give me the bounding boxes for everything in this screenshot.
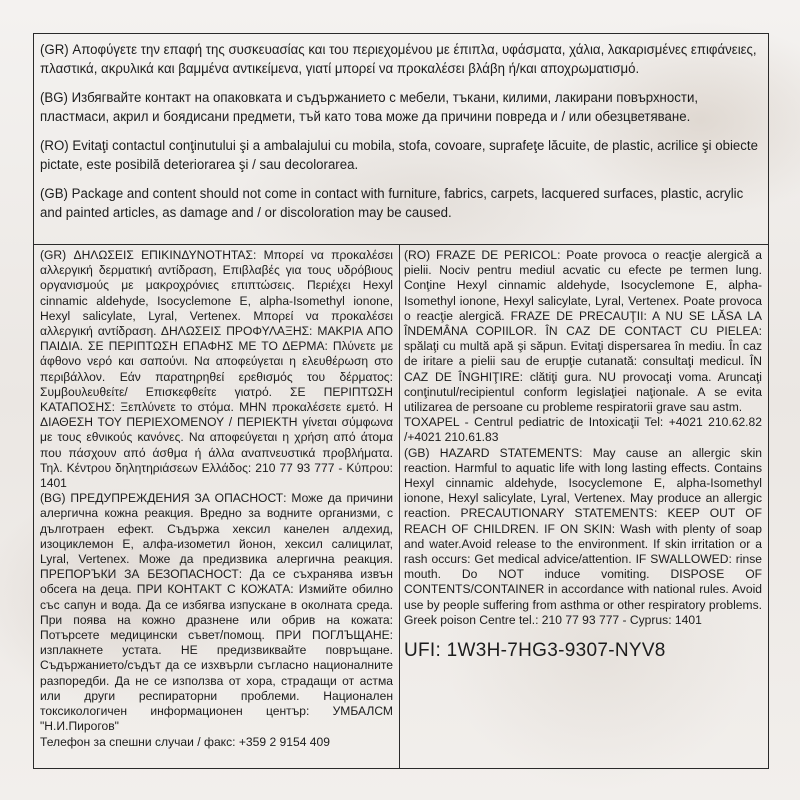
warning-gr: (GR) Αποφύγετε την επαφή της συσκευασίας και του περιεχομένου με έπιπλα, υφάσματα, χάλια, λακαρισμένες επιφάνειες, πλαστικά, ακρυλικά και βαμμένα αντικείμενα, γιατί μπορεί να προκαλέσει βλάβη ή/και αποχρωματισμό.	[40, 41, 757, 76]
damage-warnings-section	[34, 34, 768, 245]
hazard-column-right	[400, 245, 768, 768]
ufi-code: UFI: 1W3H-7HG3-9307-NYV8	[404, 640, 666, 662]
hazard-bg-phone: Телефон за спешни случаи / факс: +359 2 9154 409	[40, 734, 330, 749]
hazard-bg: (BG) ПРЕДУПРЕЖДЕНИЯ ЗА ОПАСНОСТ: Може да причини алергична кожна реакция. Вредно за водните организми, с дълготраен ефект. Съдържа хексил канелен алдехид, изоциклемон Е, алфа-изометил йонон, хексил салицилат, Lyral, Vertenex. Може да предизвика алергична реакция. ПРЕПОРЪКИ ЗА БЕЗОПАСНОСТ: Да се съхранява извън обсега на деца. ПРИ КОНТАКТ С КОЖАТА: Измийте обилно със сапун и вода. Да се избягва изпускане в околната среда. При поява на кожно дразнене или обрив на кожата: Потърсете медицински съвет/помощ. ПРИ ПОГЛЪЩАНЕ: изплакнете устата. НЕ предизвиквайте повръщане. Съдържанието/съдът да се изхвърли съгласно националните разпоредби. Да не се използва от хора, страдащи от астма или други респираторни проблеми. Национален токсикологичен информационен център: УМБАЛСМ "Н.И.Пирогов"	[40, 491, 393, 734]
hazard-gr: (GR) ΔΗΛΩΣΕΙΣ ΕΠΙΚΙΝΔΥΝΟΤΗΤΑΣ: Μπορεί να προκαλέσει αλλεργική δερματική αντίδραση, Επιβλαβές για τους υδρόβιους οργανισμούς με μακροχρόνιες επιπτώσεις. Περιέχει Hexyl cinnamic aldehyde, Isocyclemone E, alpha-Isomethyl ionone, Hexyl salicylate, Lyral, Vertenex. Μπορεί να προκαλέσει αλλεργική αντίδραση. ΔΗΛΩΣΕΙΣ ΠΡΟΦΥΛΑΞΗΣ: ΜΑΚΡΙΑ ΑΠΟ ΠΑΙΔΙΑ. ΣΕ ΠΕΡΙΠΤΩΣΗ ΕΠΑΦΗΣ ΜΕ ΤΟ ΔΕΡΜΑ: Πλύνετε με άφθονο νερό και σαπούνι. Να αποφεύγεται η ελευθέρωση στο περιβάλλον. Εάν παρατηρηθεί ερεθισμός του δέρματος: Συμβουλευθείτε/ Επισκεφθείτε γιατρό. ΣΕ ΠΕΡΙΠΤΩΣΗ ΚΑΤΑΠΟΣΗΣ: Ξεπλύνετε το στόμα. ΜΗΝ προκαλέσετε εμετό. Η ΔΙΑΘΕΣΗ ΤΟΥ ΠΕΡΙΕΧΟΜΕΝΟΥ / ΠΕΡΙΕΚΤΗ γίνεται σύμφωνα με τους εθνικούς κανόνες. Να αποφεύγεται η χρήση από άτομα που πάσχουν από άσθμα ή άλλα αναπνευστικά προβλήματα. Τηλ. Κέντρου δηλητηριάσεων Ελλάδος: 210 77 93 777 - Κύπρου: 1401	[40, 248, 393, 491]
hazard-column-left	[34, 245, 400, 768]
hazard-gb: (GB) HAZARD STATEMENTS: May cause an allergic skin reaction. Harmful to aquatic life with long lasting effects. Contains Hexyl cinnamic aldehyde, Isocyclemone E, alpha-Isomethyl ionone, Hexyl salicylate, Lyral, Vertenex. May produce an allergic reaction. PRECAUTIONARY STATEMENTS: KEEP OUT OF REACH OF CHILDREN. IF ON SKIN: Wash with plenty of soap and water.Avoid release to the environment. If skin irritation or a rash occurs: Get medical advice/attention. IF SWALLOWED: rinse mouth. Do NOT induce vomiting. DISPOSE OF CONTENTS/CONTAINER in accordance with national rules. Avoid use by people suffering from asthma or other respiratory problems. Greek poison Centre tel.: 210 77 93 777 - Cyprus: 1401	[404, 445, 762, 627]
label-frame	[33, 33, 769, 769]
hazard-ro: (RO) FRAZE DE PERICOL: Poate provoca o reacţie alergică a pielii. Nociv pentru mediul acvatic cu efecte pe termen lung. Conţine Hexyl cinnamic aldehyde, Isocyclemone E, alpha-Isomethyl ionone, Hexyl salicylate, Lyral, Vertenex. Poate provoca o reacţie alergică. FRAZE DE PRECAUŢII: A NU SE LĂSA LA ÎNDEMÂNA COPIILOR. ÎN CAZ DE CONTACT CU PIELEA: spălaţi cu multă apă şi săpun. Evitaţi dispersarea în mediu. În caz de iritare a pielii sau de erupţie cutanată: consultaţi medicul. ÎN CAZ DE ÎNGHIŢIRE: clătiţi gura. NU provocaţi voma. Aruncaţi conţinutul/recipientul conform legislaţiei naţionale. A se evita utilizarea de persoane cu probleme respiratorii grave sau astm.	[404, 248, 762, 415]
warning-bg: (BG) Избягвайте контакт на опаковката и съдържанието с мебели, тъкани, килими, лакирани повърхности, пластмаси, акрил и боядисани предмети, тъй като това може да причини повреда и / или обезцветяване.	[40, 89, 699, 124]
warning-gb: (GB) Package and content should not come in contact with furniture, fabrics, carpets, lacquered surfaces, plastic, acrylic and painted articles, as damage and / or discoloration may be caused.	[40, 185, 744, 220]
warning-ro: (RO) Evitaţi contactul conţinutului şi a ambalajului cu mobila, stofa, covoare, suprafeţe lăcuite, de plastic, acrilice şi obiecte pictate, este posibilă deteriorarea şi / sau decolorarea.	[40, 137, 758, 172]
hazard-ro-toxapel: TOXAPEL - Centrul pediatric de Intoxicaţii Tel: +4021 210.62.82 /+4021 210.61.83	[404, 415, 762, 445]
